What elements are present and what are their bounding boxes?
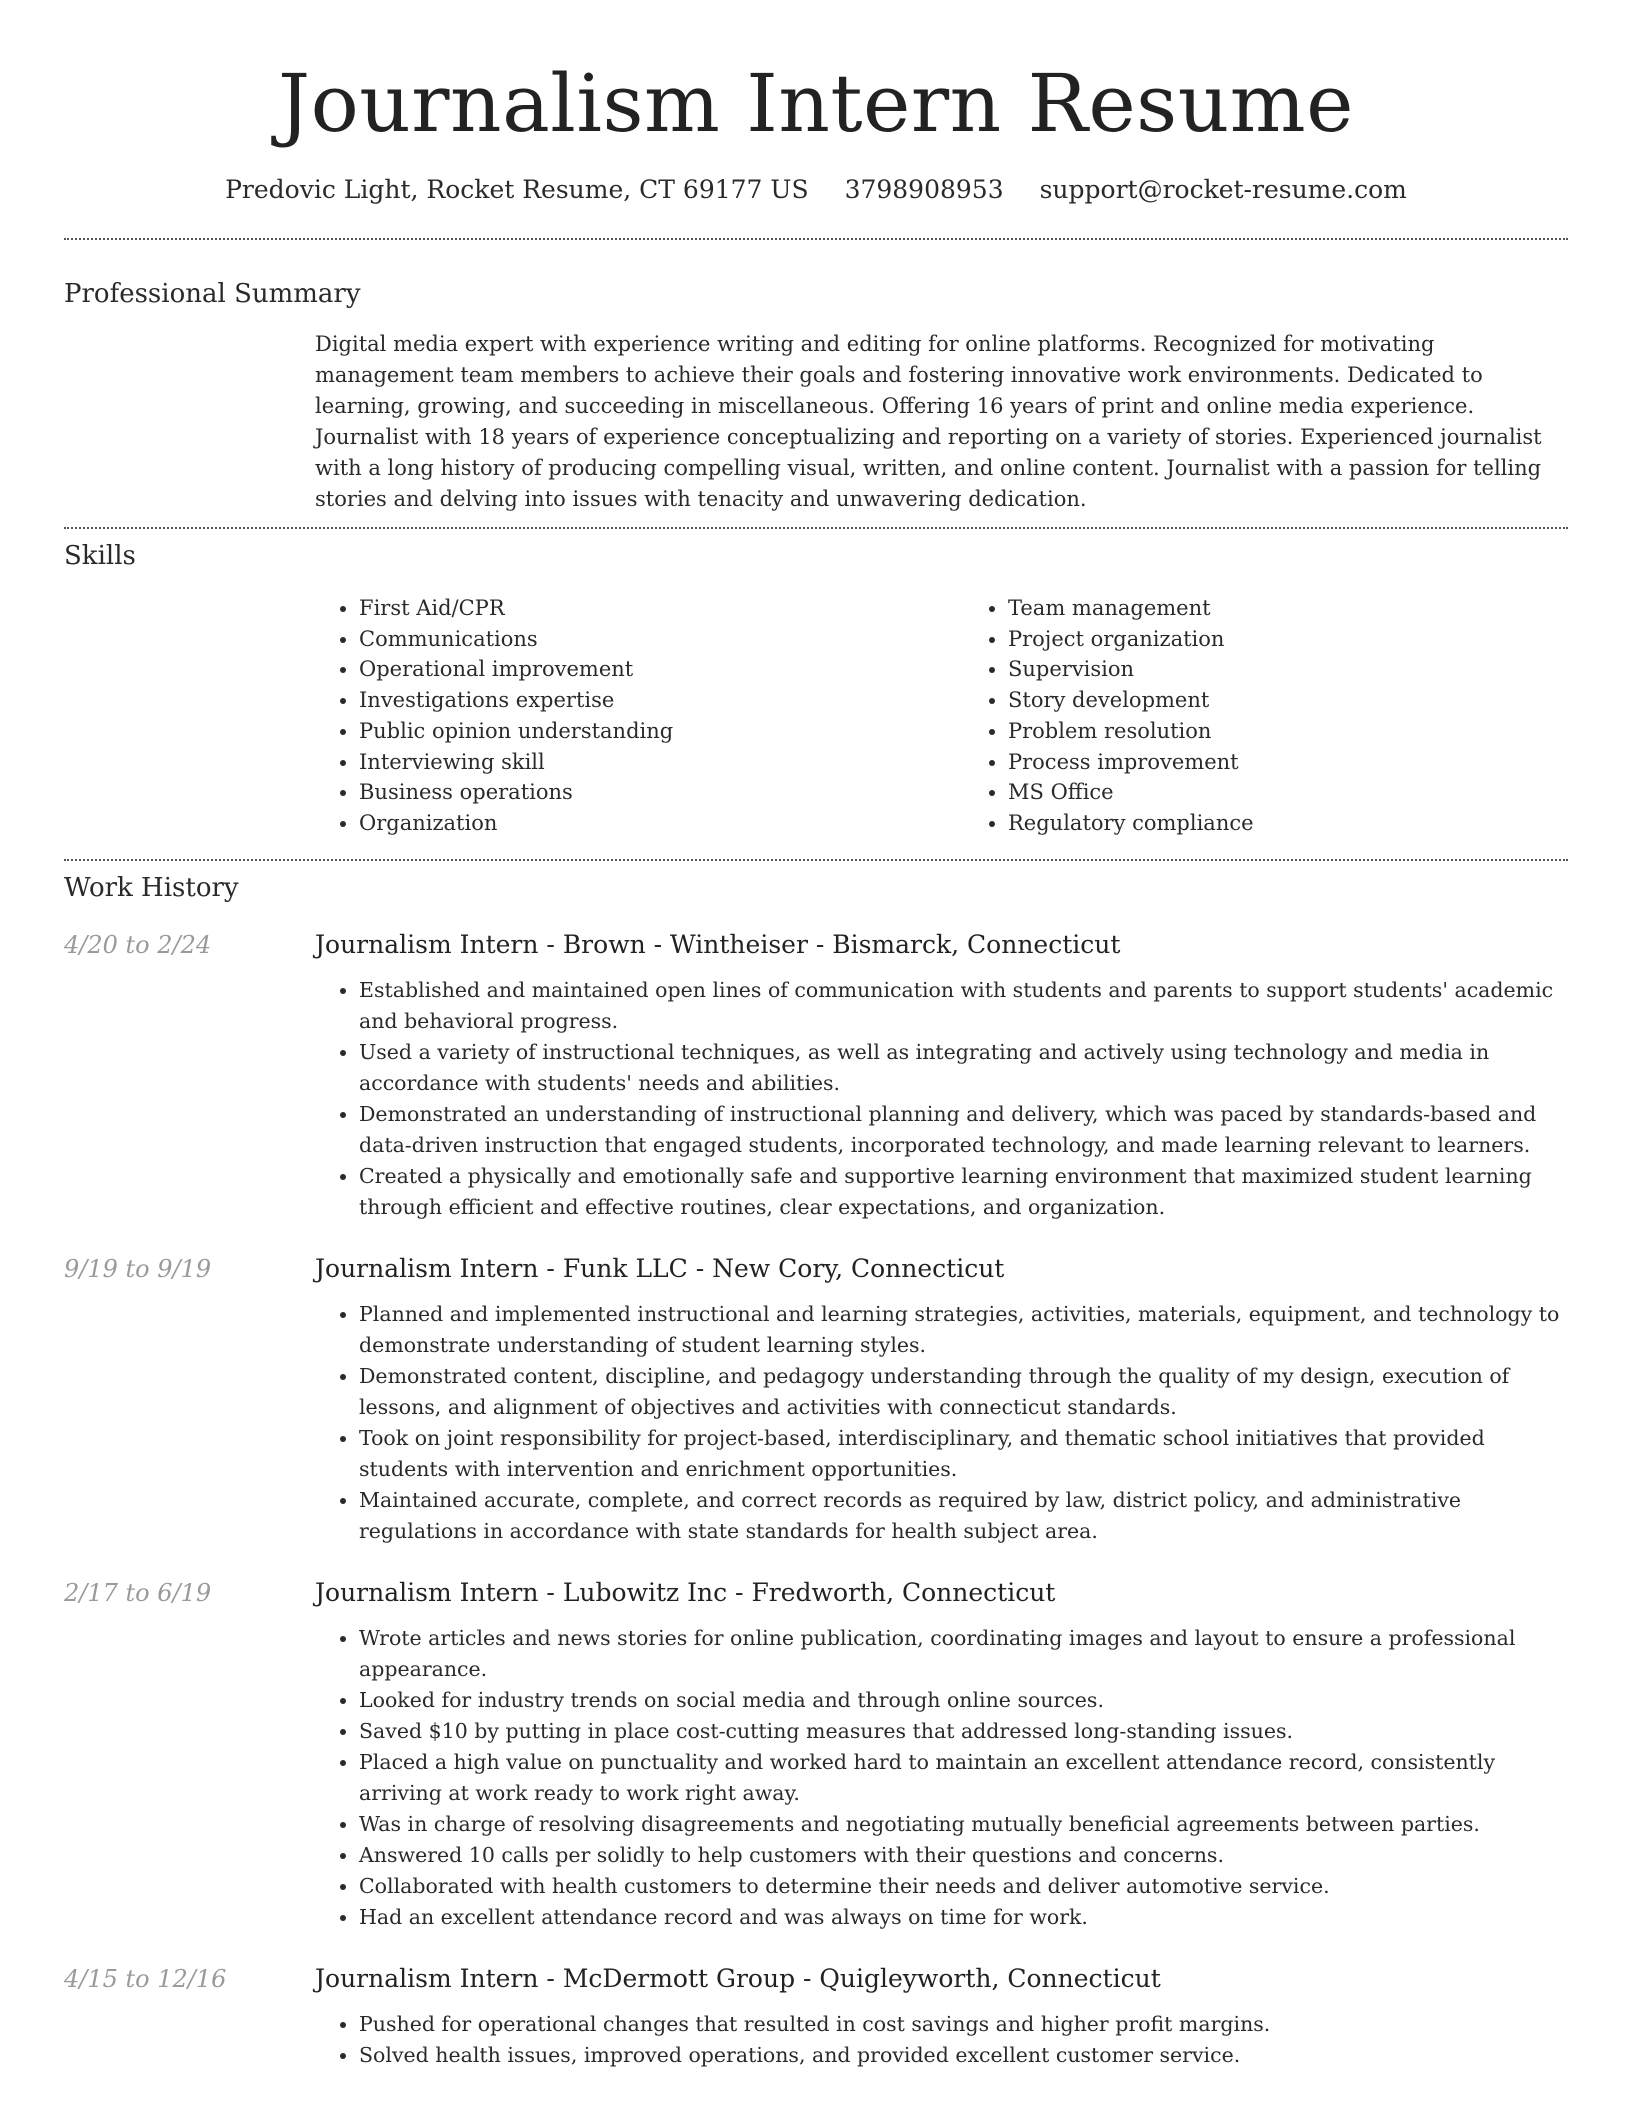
- divider: [64, 527, 1568, 529]
- job-bullets: [315, 975, 1568, 1223]
- job-bullet: • Demonstrated an understanding of instructional planning and delivery, which was paced by standards-based and data-driven instruction that engaged students, incorporated technology, and made learning relevant to learners.: [359, 1099, 1568, 1161]
- job-title: Journalism Intern - Brown - Wintheiser - Bismarck, Connecticut: [315, 929, 1121, 959]
- job-body: [315, 1299, 1568, 1547]
- skill-item: • Team management: [1008, 593, 1568, 624]
- skill-item: • Project organization: [1008, 624, 1568, 655]
- job-bullet: • Demonstrated content, discipline, and pedagogy understanding through the quality of my design, execution of lessons, and alignment of objectives and activities with connecticut standards.: [359, 1361, 1568, 1423]
- job-entry: [64, 1253, 1568, 1547]
- resume-page: [64, 0, 1568, 2101]
- skills-list-right: [964, 593, 1568, 839]
- contact-email: support@rocket-resume.com: [1039, 175, 1407, 204]
- divider: [64, 238, 1568, 240]
- job-bullet: • Wrote articles and news stories for online publication, coordinating images and layout to ensure a professional appearance.: [359, 1623, 1568, 1685]
- job-bullet: • Solved health issues, improved operations, and provided excellent customer service.: [359, 2040, 1568, 2071]
- job-entry: [64, 1963, 1568, 2071]
- job-bullet: • Answered 10 calls per solidly to help customers with their questions and concerns.: [359, 1840, 1568, 1871]
- skill-item: • Business operations: [359, 777, 919, 808]
- job-bullet: • Had an excellent attendance record and was always on time for work.: [359, 1902, 1568, 1933]
- skill-item: • Interviewing skill: [359, 747, 919, 778]
- job-body: [315, 1623, 1568, 1933]
- job-bullet: • Created a physically and emotionally safe and supportive learning environment that maximized student learning through efficient and effective routines, clear expectations, and organization.: [359, 1161, 1568, 1223]
- job-date: 4/15 to 12/16: [64, 1964, 227, 1993]
- skill-item: • Operational improvement: [359, 654, 919, 685]
- job-date: 9/19 to 9/19: [64, 1254, 212, 1283]
- job-bullet: • Saved $10 by putting in place cost-cutting measures that addressed long-standing issues.: [359, 1716, 1568, 1747]
- contact-line: [64, 174, 1568, 206]
- job-bullets: [315, 1623, 1568, 1933]
- skill-item: • Regulatory compliance: [1008, 808, 1568, 839]
- job-bullet: • Placed a high value on punctuality and worked hard to maintain an excellent attendance record, consistently arriving at work ready to work right away.: [359, 1747, 1568, 1809]
- job-bullet: • Used a variety of instructional techniques, as well as integrating and actively using technology and media in accordance with students' needs and abilities.: [359, 1037, 1568, 1099]
- contact-phone: 3798908953: [844, 175, 1004, 204]
- skill-item: • MS Office: [1008, 777, 1568, 808]
- skills-list-left: [315, 593, 919, 839]
- work-history-section: [64, 871, 1568, 2071]
- skills-grid: [315, 593, 1568, 839]
- job-entry: [64, 929, 1568, 1223]
- skill-item: • Process improvement: [1008, 747, 1568, 778]
- job-header: [64, 1963, 1568, 1995]
- summary-heading: Professional Summary: [64, 279, 361, 309]
- skill-item: • Problem resolution: [1008, 716, 1568, 747]
- job-bullet: • Was in charge of resolving disagreements and negotiating mutually beneficial agreements between parties.: [359, 1809, 1568, 1840]
- skill-item: • Story development: [1008, 685, 1568, 716]
- skill-item: • Organization: [359, 808, 919, 839]
- job-date: 2/17 to 6/19: [64, 1578, 212, 1607]
- skill-item: • Communications: [359, 624, 919, 655]
- job-bullet: • Established and maintained open lines of communication with students and parents to support students' academic and behavioral progress.: [359, 975, 1568, 1037]
- job-title: Journalism Intern - Lubowitz Inc - Fredworth, Connecticut: [315, 1577, 1056, 1607]
- work-history-heading: Work History: [64, 872, 239, 903]
- job-entry: [64, 1577, 1568, 1933]
- job-title: Journalism Intern - McDermott Group - Quigleyworth, Connecticut: [315, 1963, 1161, 1993]
- divider: [64, 859, 1568, 861]
- job-bullet: • Looked for industry trends on social media and through online sources.: [359, 1685, 1568, 1716]
- summary-section: [64, 277, 1568, 515]
- resume-title: Journalism Intern Resume: [278, 57, 1354, 150]
- skill-item: • Public opinion understanding: [359, 716, 919, 747]
- skill-item: • Investigations expertise: [359, 685, 919, 716]
- job-bullets: [315, 1299, 1568, 1547]
- job-bullet: • Maintained accurate, complete, and correct records as required by law, district policy, and administrative regulations in accordance with state standards for health subject area.: [359, 1485, 1568, 1547]
- job-body: [315, 975, 1568, 1223]
- job-bullet: • Took on joint responsibility for project-based, interdisciplinary, and thematic school initiatives that provided students with intervention and enrichment opportunities.: [359, 1423, 1568, 1485]
- job-bullet: • Collaborated with health customers to determine their needs and deliver automotive service.: [359, 1871, 1568, 1902]
- summary-body: [315, 329, 1568, 515]
- job-body: [315, 2009, 1568, 2071]
- skills-heading: Skills: [64, 541, 136, 571]
- job-date: 4/20 to 2/24: [64, 930, 212, 959]
- skills-section: [64, 539, 1568, 839]
- job-title: Journalism Intern - Funk LLC - New Cory, Connecticut: [315, 1253, 1005, 1283]
- summary-text: Digital media expert with experience writing and editing for online platforms. Recognized for motivating management team members to achieve their goals and fostering innovative work environments. Dedicated to learning, growing, and succeeding in miscellaneous. Offering 16 years of print and online media experience. Journalist with 18 years of experience conceptualizing and reporting on a variety of stories. Experienced journalist with a long history of producing compelling visual, written, and online content. Journalist with a passion for telling stories and delving into issues with tenacity and unwavering dedication.: [315, 332, 1542, 511]
- job-bullets: [315, 2009, 1568, 2071]
- skill-item: • First Aid/CPR: [359, 593, 919, 624]
- job-bullet: • Pushed for operational changes that resulted in cost savings and higher profit margins.: [359, 2009, 1568, 2040]
- job-header: [64, 1577, 1568, 1609]
- job-header: [64, 929, 1568, 961]
- skill-item: • Supervision: [1008, 654, 1568, 685]
- job-bullet: • Planned and implemented instructional and learning strategies, activities, materials, equipment, and technology to demonstrate understanding of student learning styles.: [359, 1299, 1568, 1361]
- job-header: [64, 1253, 1568, 1285]
- contact-address: Predovic Light, Rocket Resume, CT 69177 US: [225, 175, 809, 204]
